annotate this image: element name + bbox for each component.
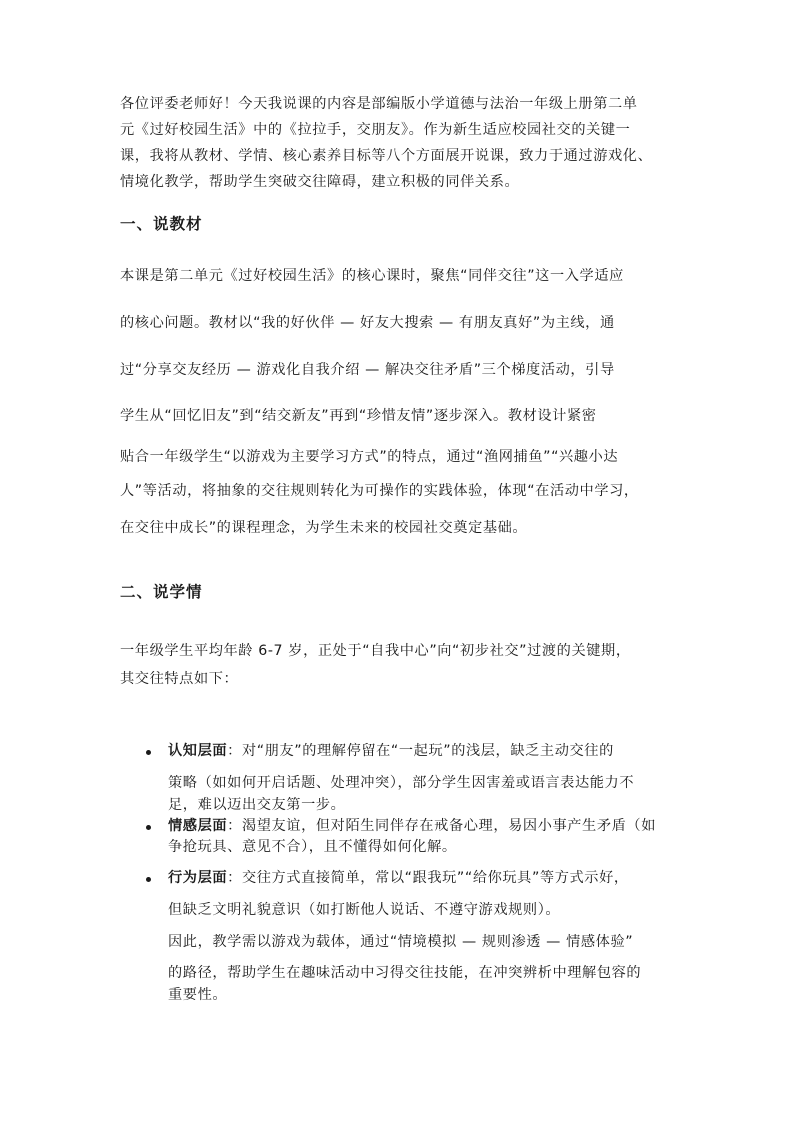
conclusion-line: 因此，教学需以游戏为载体，通过“情境模拟 — 规则渗透 — 情感体验” xyxy=(168,934,634,950)
textbook-line: 在交往中成长”的课程理念，为学生未来的校园社交奠定基础。 xyxy=(120,520,528,536)
bullet-text: ：交往方式直接简单，常以“跟我玩”“给你玩具”等方式示好， xyxy=(227,870,629,886)
bullet-item-cognition xyxy=(168,741,614,761)
bullet-text: 争抢玩具、意见不合），且不懂得如何化解。 xyxy=(168,839,457,855)
conclusion-line: 的路径，帮助学生在趣味活动中习得交往技能，在冲突辨析中理解包容的 xyxy=(168,965,642,981)
intro-line: 元《过好校园生活》中的《拉拉手，交朋友》。作为新生适应校园社交的关键一 xyxy=(120,122,631,138)
bullet-label: 行为层面 xyxy=(168,870,228,886)
bullet-label: 情感层面 xyxy=(168,818,228,834)
bullet-text: ：渴望友谊，但对陌生同伴存在戒备心理，易因小事产生矛盾（如 xyxy=(227,818,656,834)
learners-line: 其交往特点如下： xyxy=(120,671,239,687)
bullet-text: 足，难以迈出交友第一步。 xyxy=(168,797,346,813)
bullet-text: ：对“朋友”的理解停留在“一起玩”的浅层，缺乏主动交往的 xyxy=(227,743,614,759)
section-heading-textbook: 一、说教材 xyxy=(120,215,203,233)
intro-line: 课，我将从教材、学情、核心素养目标等八个方面展开说课，致力于通过游戏化、 xyxy=(120,148,653,164)
textbook-line: 学生从“回忆旧友”到“结交新友”再到“珍惜友情”逐步深入。教材设计紧密 xyxy=(120,408,597,424)
textbook-line: 贴合一年级学生“以游戏为主要学习方式”的特点，通过“渔网捕鱼”“兴趣小达 xyxy=(120,449,619,465)
bullet-label: 认知层面 xyxy=(168,743,228,759)
bullet-item-behavior xyxy=(168,868,629,888)
textbook-line: 本课是第二单元《过好校园生活》的核心课时，聚焦“同伴交往”这一入学适应 xyxy=(120,268,624,284)
intro-line: 情境化教学，帮助学生突破交往障碍，建立积极的同伴关系。 xyxy=(120,174,520,190)
bullet-dot xyxy=(146,750,151,755)
intro-line: 各位评委老师好！今天我说课的内容是部编版小学道德与法治一年级上册第二单 xyxy=(120,96,638,112)
learners-line: 一年级学生平均年龄 6-7 岁，正处于“自我中心”向“初步社交”过渡的关键期， xyxy=(120,643,631,659)
textbook-line: 的核心问题。教材以“我的好伙伴 — 好友大搜索 — 有朋友真好”为主线，通 xyxy=(120,315,615,331)
conclusion-line: 重要性。 xyxy=(168,987,228,1003)
bullet-item-emotion xyxy=(168,816,656,836)
section-heading-learners: 二、说学情 xyxy=(120,583,203,601)
bullet-text: 策略（如如何开启话题、处理冲突），部分学生因害羞或语言表达能力不 xyxy=(168,775,635,791)
bullet-dot xyxy=(146,877,151,882)
textbook-line: 过“分享交友经历 — 游戏化自我介绍 — 解决交往矛盾”三个梯度活动，引导 xyxy=(120,362,615,378)
bullet-dot xyxy=(146,825,151,830)
textbook-line: 人”等活动，将抽象的交往规则转化为可操作的实践体验，体现“在活动中学习， xyxy=(120,483,639,499)
bullet-text: 但缺乏文明礼貌意识（如打断他人说话、不遵守游戏规则）。 xyxy=(168,902,561,918)
